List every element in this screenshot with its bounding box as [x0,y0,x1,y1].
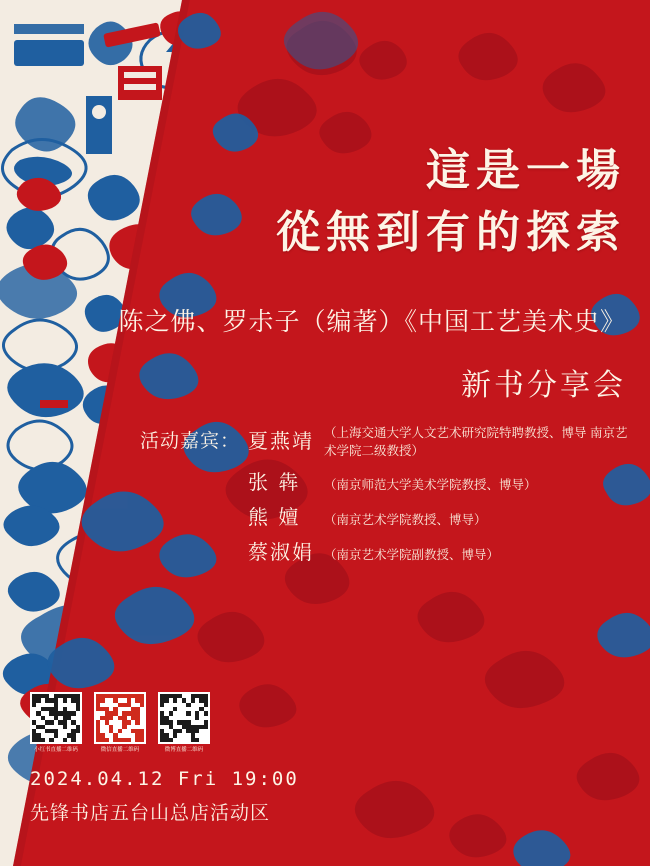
guest-name: 夏燕靖 [248,429,314,453]
qr-code-image[interactable] [158,692,210,744]
qr-code-strip [30,692,210,754]
qr-code-caption: 小红书直播二维码 [33,747,78,753]
qr-code-caption: 微信直播二维码 [100,747,140,753]
qr-code-caption: 微博直播二维码 [164,747,204,753]
qr-pattern-3 [160,694,208,742]
guest-name: 张 犇 [248,470,301,495]
guest-affiliation: （南京艺术学院教授、博导） [324,513,487,528]
event-venue: 先锋书店五台山总店活动区 [30,802,271,824]
qr-code-item[interactable] [30,692,82,754]
poster-headline [276,140,626,265]
qr-pattern-1 [32,694,80,742]
qr-code-item[interactable] [94,692,146,754]
guest-list [140,424,632,571]
qr-pattern-2 [96,694,144,742]
qr-code-item[interactable] [158,692,210,754]
guest-row [140,501,632,530]
guest-name: 蔡淑娟 [248,540,314,565]
qr-code-image[interactable] [94,692,146,744]
guest-affiliation: （上海交通大学人文艺术研究院特聘教授、博导 南京艺术学院二级教授） [324,426,628,459]
event-type-label: 新书分享会 [461,368,626,403]
headline-line-1: 這是一場 [426,145,626,196]
headline-line-2: 從無到有的探索 [276,207,626,259]
guest-list-heading: 活动嘉宾： [140,430,241,452]
qr-code-image[interactable] [30,692,82,744]
event-datetime: 2024.04.12 Fri 19:00 [30,768,299,790]
guest-affiliation: （南京艺术学院副教授、博导） [324,548,500,563]
poster-footer [30,768,299,825]
guest-row [140,536,632,565]
guest-row [140,466,632,495]
guest-affiliation: （南京师范大学美术学院教授、博导） [324,478,537,493]
guest-name: 熊 嬗 [248,505,301,530]
poster-subtitle: 陈之佛、罗尗子（编著）《中国工艺美术史》 [118,307,626,336]
